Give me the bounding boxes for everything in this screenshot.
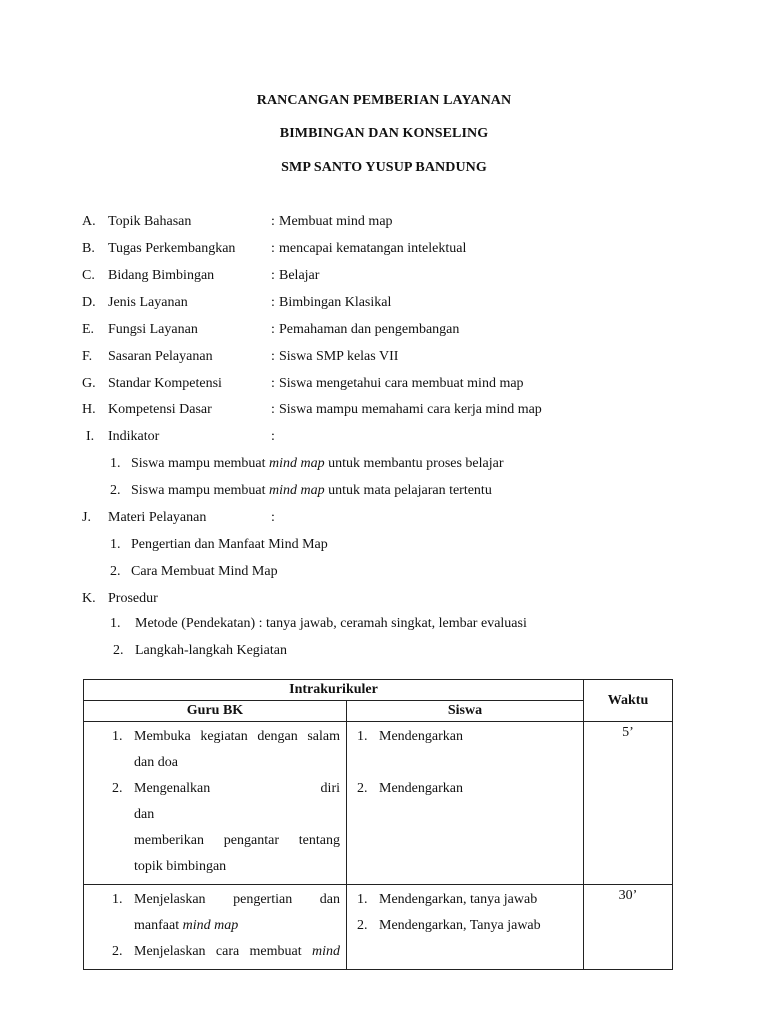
- guru-item: [112, 776, 340, 828]
- field-letter: A.: [82, 214, 96, 229]
- guru-item: [112, 939, 340, 965]
- field-colon: :: [271, 295, 275, 310]
- siswa-item: [357, 887, 577, 913]
- guru-item-text-cont: dan doa: [134, 755, 178, 770]
- siswa-item-number: 2.: [357, 781, 368, 796]
- guru-item-number: 2.: [112, 944, 123, 959]
- field-letter: I.: [86, 429, 95, 444]
- guru-cell: [84, 885, 347, 970]
- guru-item-number: 1.: [112, 892, 123, 907]
- indikator-text-em: mind map: [269, 483, 325, 498]
- field-value: Siswa SMP kelas VII: [279, 349, 399, 364]
- guru-item-text-cont: [112, 913, 340, 939]
- field-value: mencapai kematangan intelektual: [279, 241, 467, 256]
- materi-number: 2.: [110, 564, 121, 579]
- doc-title-line2: BIMBINGAN DAN KONSELING: [279, 126, 489, 141]
- siswa-cell: [347, 885, 584, 970]
- field-label: Kompetensi Dasar: [108, 402, 212, 417]
- indikator-number: 1.: [110, 456, 121, 471]
- field-colon: :: [271, 241, 275, 256]
- guru-item-text-pre: Menjelaskan cara membuat: [134, 944, 312, 959]
- guru-item-text-em: mind: [312, 944, 340, 959]
- materi-number: 1.: [110, 537, 121, 552]
- guru-item: [112, 724, 340, 750]
- field-colon: :: [271, 322, 275, 337]
- field-letter: G.: [82, 376, 96, 391]
- field-value: Membuat mind map: [279, 214, 393, 229]
- siswa-cell: [347, 722, 584, 885]
- guru-item-text-cont: memberikan pengantar tentang: [134, 833, 340, 848]
- siswa-item: [357, 913, 577, 939]
- guru-bk-header: Guru BK: [84, 701, 347, 722]
- field-colon: :: [271, 429, 275, 444]
- field-label: Tugas Perkembangkan: [108, 241, 236, 256]
- field-value: Siswa mengetahui cara membuat mind map: [279, 376, 524, 391]
- activities-table: [83, 679, 673, 970]
- guru-item-text: [134, 939, 340, 965]
- field-value: Pemahaman dan pengembangan: [279, 322, 460, 337]
- guru-item: [112, 887, 340, 913]
- indikator-number: 2.: [110, 483, 121, 498]
- intrakurikuler-header: Intrakurikuler: [84, 680, 584, 701]
- siswa-item-number: 2.: [357, 918, 368, 933]
- prosedur-text: Langkah-langkah Kegiatan: [135, 643, 287, 658]
- siswa-item-number: 1.: [357, 729, 368, 744]
- guru-item-number: 2.: [112, 781, 123, 796]
- doc-title-line1: RANCANGAN PEMBERIAN LAYANAN: [256, 93, 512, 108]
- waktu-value: 30’: [618, 888, 638, 903]
- indikator-text: [131, 454, 504, 474]
- field-colon: :: [271, 510, 275, 525]
- field-letter: F.: [82, 349, 93, 364]
- field-colon: :: [271, 268, 275, 283]
- siswa-header: Siswa: [347, 701, 584, 722]
- siswa-item: [357, 724, 577, 750]
- indikator-text: [131, 481, 492, 501]
- field-label: Sasaran Pelayanan: [108, 349, 213, 364]
- field-letter: B.: [82, 241, 95, 256]
- field-label: Indikator: [108, 429, 160, 444]
- indikator-text-em: mind map: [269, 456, 325, 471]
- siswa-item-number: 1.: [357, 892, 368, 907]
- table-row: [84, 722, 673, 885]
- field-letter: H.: [82, 402, 96, 417]
- waktu-cell: [584, 722, 673, 885]
- table-row: [84, 885, 673, 970]
- field-letter: E.: [82, 322, 95, 337]
- waktu-value: 5’: [622, 725, 634, 740]
- indikator-text-pre: Siswa mampu membuat: [131, 483, 270, 498]
- field-label: Fungsi Layanan: [108, 322, 198, 337]
- guru-item-text-cont: topik bimbingan: [134, 859, 227, 874]
- guru-cell: [84, 722, 347, 885]
- field-colon: :: [271, 214, 275, 229]
- guru-item-text-em: mind map: [182, 918, 239, 933]
- prosedur-number: 1.: [110, 616, 121, 631]
- prosedur-text: Metode (Pendekatan) : tanya jawab, ceramah singkat, lembar evaluasi: [135, 616, 527, 631]
- guru-item-text-pre: manfaat: [134, 918, 183, 933]
- field-label: Prosedur: [108, 591, 158, 606]
- indikator-text-post: untuk mata pelajaran tertentu: [324, 483, 492, 498]
- siswa-item-text: Mendengarkan: [379, 729, 463, 744]
- siswa-item-text: Mendengarkan: [379, 781, 463, 796]
- field-label: Materi Pelayanan: [108, 510, 207, 525]
- guru-item-text: Mengenalkan diri dan: [134, 781, 340, 822]
- field-letter: J.: [82, 510, 91, 525]
- indikator-text-post: untuk membantu proses belajar: [324, 456, 504, 471]
- guru-item-text: Membuka kegiatan dengan salam: [134, 729, 340, 744]
- field-colon: :: [271, 376, 275, 391]
- materi-text: Cara Membuat Mind Map: [131, 564, 278, 579]
- field-value: Bimbingan Klasikal: [279, 295, 392, 310]
- doc-title-line3: SMP SANTO YUSUP BANDUNG: [281, 160, 487, 175]
- field-value: Belajar: [279, 268, 320, 283]
- siswa-item-text: Mendengarkan, tanya jawab: [379, 892, 538, 907]
- field-label: Topik Bahasan: [108, 214, 192, 229]
- field-label: Bidang Bimbingan: [108, 268, 215, 283]
- table-header-row: [84, 680, 673, 701]
- field-label: Jenis Layanan: [108, 295, 188, 310]
- field-label: Standar Kompetensi: [108, 376, 222, 391]
- field-colon: :: [271, 349, 275, 364]
- siswa-item: [357, 776, 577, 802]
- guru-item-number: 1.: [112, 729, 123, 744]
- field-colon: :: [271, 402, 275, 417]
- indikator-text-pre: Siswa mampu membuat: [131, 456, 270, 471]
- field-value: Siswa mampu memahami cara kerja mind map: [279, 402, 542, 417]
- guru-item-text: Menjelaskan pengertian dan: [134, 892, 340, 907]
- field-letter: K.: [82, 591, 96, 606]
- siswa-item-text: Mendengarkan, Tanya jawab: [379, 918, 541, 933]
- prosedur-number: 2.: [113, 643, 124, 658]
- field-letter: C.: [82, 268, 95, 283]
- field-letter: D.: [82, 295, 96, 310]
- waktu-header: Waktu: [584, 680, 673, 722]
- materi-text: Pengertian dan Manfaat Mind Map: [131, 537, 328, 552]
- waktu-cell: [584, 885, 673, 970]
